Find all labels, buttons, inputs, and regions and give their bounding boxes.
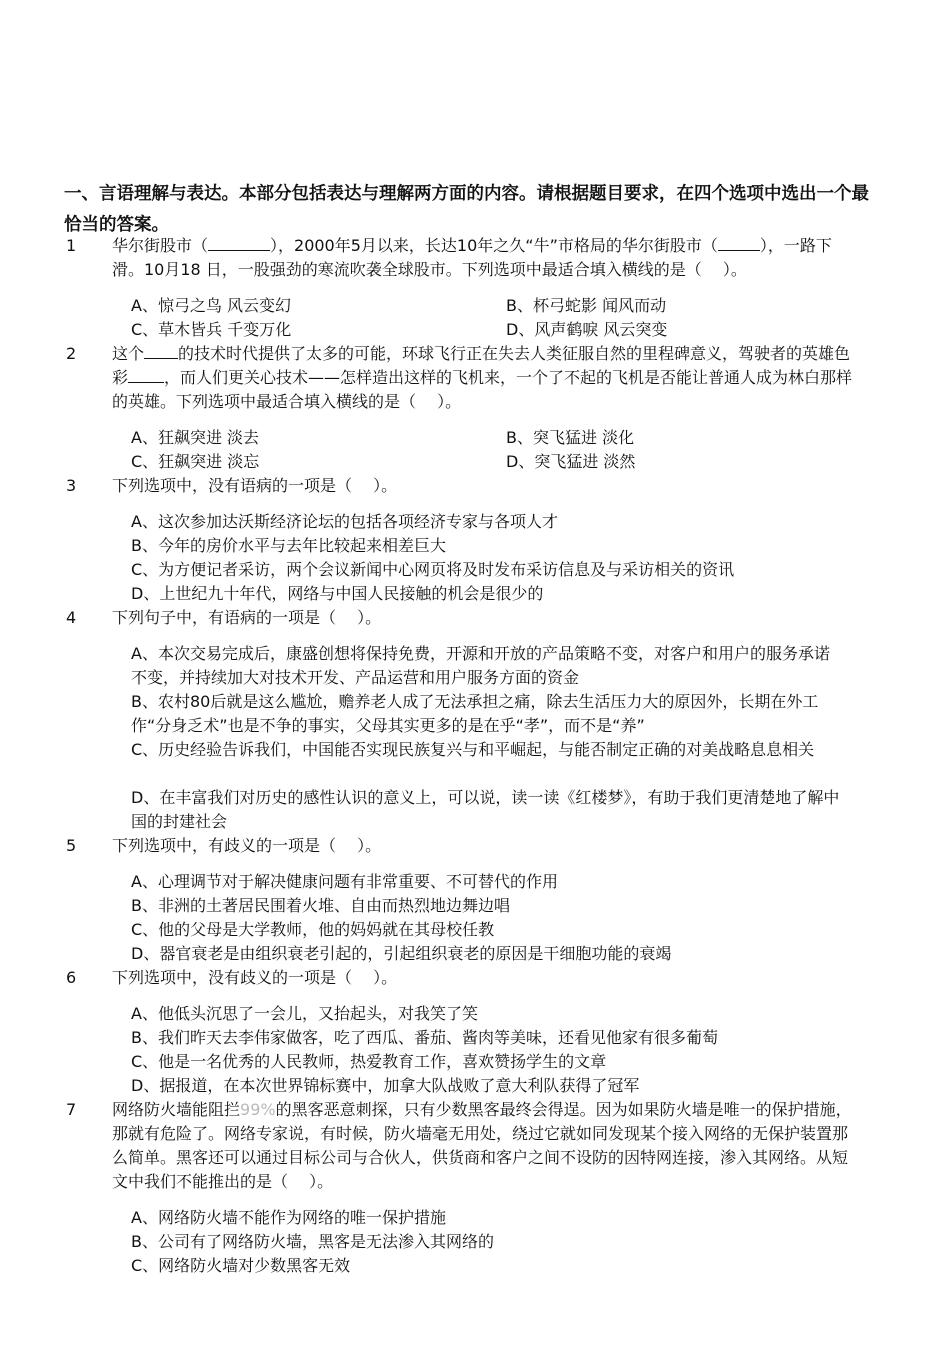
option-c: C、为方便记者采访，两个会议新闻中心网页将及时发布采访信息及与采访相关的资讯 (131, 560, 735, 579)
option-d: D、器官衰老是由组织衰老引起的，引起组织衰老的原因是干细胞功能的衰竭 (131, 944, 672, 963)
question-number: 6 (66, 968, 77, 987)
option-a: A、本次交易完成后，康盛创想将保持免费，开源和开放的产品策略不变，对客户和用户的服务承诺不变，并持续加大对技术开发、产品运营和用户服务方面的资金 (131, 644, 830, 687)
blank-line (718, 234, 760, 251)
percentage-text: 99% (240, 1100, 276, 1119)
option-c: C、狂飙突进 淡忘 (131, 452, 260, 471)
option-b: B、突飞猛进 淡化 (506, 428, 635, 447)
option-b: B、我们昨天去李伟家做客，吃了西瓜、番茄、酱肉等美味，还看见他家有很多葡萄 (131, 1028, 718, 1047)
question-stem: 华尔街股市（ ），2000年5月以来，长达10年之久“牛”市格局的华尔街股市（ ），一路下滑。10月18 日，一股强劲的寒流吹袭全球股市。下列选项中最适合填入横线的是（ ）。 (112, 236, 832, 279)
question-number: 4 (66, 608, 77, 627)
option-d: D、据报道，在本次世界锦标赛中，加拿大队战败了意大利队获得了冠军 (131, 1076, 640, 1095)
question-stem: 下列选项中，没有语病的一项是（ ）。 (112, 476, 398, 495)
section-title: 一、言语理解与表达。本部分包括表达与理解两方面的内容。请根据题目要求，在四个选项中选出一个最恰当的答案。 (64, 184, 869, 235)
option-a: A、网络防火墙不能作为网络的唯一保护措施 (131, 1208, 446, 1227)
option-b: B、今年的房价水平与去年比较起来相差巨大 (131, 536, 446, 555)
option-a: A、狂飙突进 淡去 (131, 428, 260, 447)
option-c: C、草木皆兵 千变万化 (131, 320, 292, 339)
question-number: 1 (66, 236, 77, 255)
option-b: B、农村80后就是这么尴尬，赡养老人成了无法承担之痛，除去生活压力大的原因外，长期在外工作“分身乏术”也是不争的事实，父母其实更多的是在乎“孝”，而不是“养” (131, 692, 819, 735)
question-stem: 下列选项中，没有歧义的一项是（ ）。 (112, 968, 398, 987)
option-c: C、他是一名优秀的人民教师，热爱教育工作，喜欢赞扬学生的文章 (131, 1052, 607, 1071)
question-number: 5 (66, 836, 77, 855)
question-stem: 下列选项中，有歧义的一项是（ ）。 (112, 836, 382, 855)
option-d: D、在丰富我们对历史的感性认识的意义上，可以说，读一读《红楼梦》，有助于我们更清楚地了解中国的封建社会 (131, 788, 840, 831)
option-a: A、心理调节对于解决健康问题有非常重要、不可替代的作用 (131, 872, 558, 891)
question-number: 7 (66, 1100, 77, 1119)
blank-line (208, 234, 270, 251)
option-c: C、他的父母是大学教师，他的妈妈就在其母校任教 (131, 920, 495, 939)
option-c: C、网络防火墙对少数黑客无效 (131, 1256, 351, 1275)
option-b: B、非洲的土著居民围着火堆、自由而热烈地边舞边唱 (131, 896, 510, 915)
question-number: 2 (66, 344, 77, 363)
option-b: B、杯弓蛇影 闻风而动 (506, 296, 667, 315)
blank-line (144, 342, 178, 359)
option-a: A、这次参加达沃斯经济论坛的包括各项经济专家与各项人才 (131, 512, 558, 531)
option-d: D、风声鹤唳 风云突变 (506, 320, 668, 339)
option-d: D、上世纪九十年代，网络与中国人民接触的机会是很少的 (131, 584, 544, 603)
option-b: B、公司有了网络防火墙，黑客是无法渗入其网络的 (131, 1232, 494, 1251)
question-stem: 这个 的技术时代提供了太多的可能，环球飞行正在失去人类征服自然的里程碑意义，驾驶者的英雄色彩 ，而人们更关心技术——怎样造出这样的飞机来，一个了不起的飞机是否能让普通人成为林白那样的英雄。下列选项中最适合填入横线的是（ ）。 (112, 344, 853, 411)
option-a: A、他低头沉思了一会儿，又抬起头，对我笑了笑 (131, 1004, 478, 1023)
question-number: 3 (66, 476, 77, 495)
option-d: D、突飞猛进 淡然 (506, 452, 636, 471)
option-a: A、惊弓之鸟 风云变幻 (131, 296, 292, 315)
question-stem: 下列句子中，有语病的一项是（ ）。 (112, 608, 382, 627)
blank-line (128, 366, 164, 383)
option-c: C、历史经验告诉我们，中国能否实现民族复兴与和平崛起，与能否制定正确的对美战略息息相关 (131, 740, 815, 759)
question-stem: 网络防火墙能阻拦99%的黑客恶意刺探，只有少数黑客最终会得逞。因为如果防火墙是唯一的保护措施，那就有危险了。网络专家说，有时候，防火墙毫无用处，绕过它就如同发现某个接入网络的无保护装置那么简单。黑客还可以通过目标公司与合伙人，供货商和客户之间不设防的因特网连接，渗入其网络。从短文中我们不能推出的是（ ）。 (112, 1100, 852, 1191)
